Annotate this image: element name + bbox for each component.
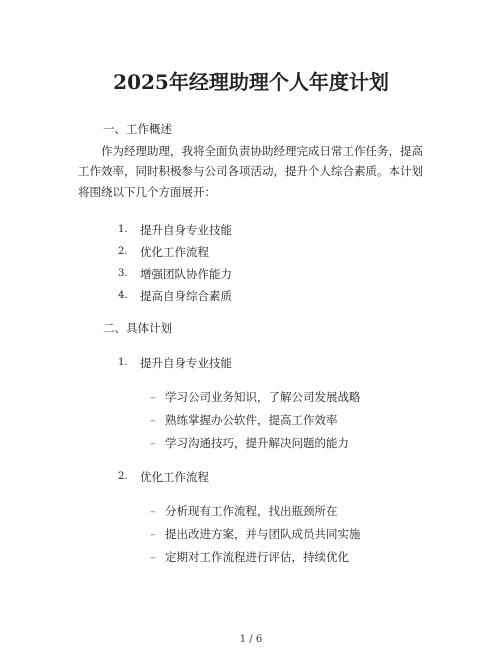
dash-marker: –: [150, 527, 156, 541]
dash-marker: –: [150, 550, 156, 564]
page-number: 1 / 6: [239, 634, 263, 645]
bullet-text: 定期对工作流程进行评估，持续优化: [165, 550, 349, 564]
bullet-text: 学习公司业务知识，了解公司发展战略: [165, 390, 361, 404]
list-number: 1.: [118, 357, 128, 368]
section-heading-plan: 二、具体计划: [103, 321, 172, 335]
list-text: 优化工作流程: [140, 470, 209, 484]
dash-marker: –: [150, 413, 156, 427]
document-title: 2025年经理助理个人年度计划: [113, 70, 389, 94]
list-text: 提高自身综合素质: [140, 289, 232, 303]
list-number: 2.: [118, 246, 128, 257]
dash-marker: –: [150, 504, 156, 518]
section-heading-overview: 一、工作概述: [103, 122, 172, 136]
bullet-text: 提出改进方案，并与团队成员共同实施: [165, 527, 361, 541]
list-number: 2.: [118, 471, 128, 482]
list-number: 4.: [118, 290, 128, 301]
list-text: 增强团队协作能力: [140, 267, 232, 281]
list-number: 3.: [118, 268, 128, 279]
bullet-text: 分析现有工作流程，找出瓶颈所在: [165, 504, 338, 518]
list-text: 优化工作流程: [140, 245, 209, 259]
overview-paragraph: 作为经理助理，我将全面负责协助经理完成日常工作任务，提高工作效率，同时积极参与公司各项活动，提升个人综合素质。本计划将围绕以下几个方面展开：: [78, 144, 423, 199]
list-number: 1.: [118, 224, 128, 235]
dash-marker: –: [150, 436, 156, 450]
bullet-text: 学习沟通技巧，提升解决问题的能力: [165, 436, 349, 450]
list-text: 提升自身专业技能: [140, 223, 232, 237]
list-text: 提升自身专业技能: [140, 356, 232, 370]
bullet-text: 熟练掌握办公软件，提高工作效率: [165, 413, 338, 427]
dash-marker: –: [150, 390, 156, 404]
